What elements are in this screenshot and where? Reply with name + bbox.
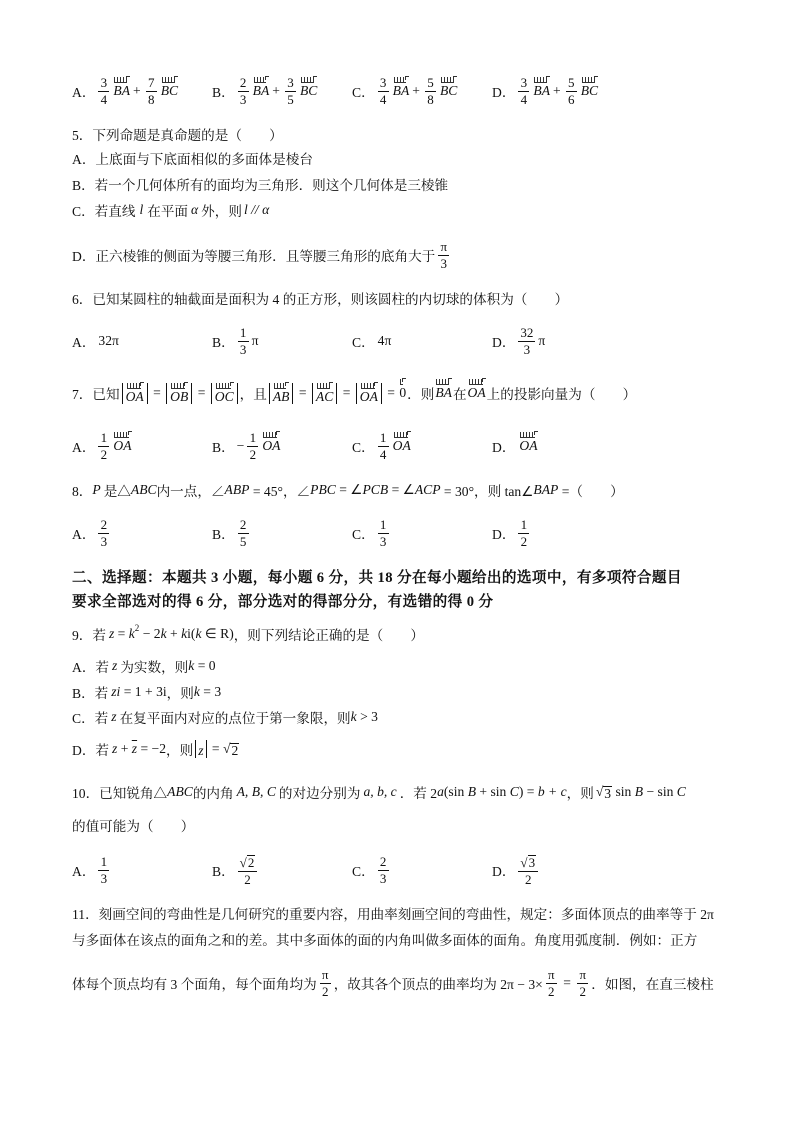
math-var: zi (111, 684, 121, 699)
q9-option-d (72, 735, 239, 763)
numerator (238, 855, 258, 872)
math-var: k (350, 709, 357, 724)
denominator: 6 (567, 91, 575, 107)
math-text: − sin (643, 784, 677, 799)
fraction (378, 74, 389, 107)
q4-options-row (0, 76, 794, 106)
question-text: ，则下列结论正确的是（ ） (233, 628, 425, 643)
question-text: 内一点，∠ (156, 484, 225, 499)
vector-oa: OA (113, 438, 132, 453)
question-text: ，则 (566, 786, 594, 801)
question-text: ，故其各个顶点的曲率均为 2π − 3× (333, 977, 543, 992)
math-var: BAP (533, 482, 559, 497)
q7-options-row (0, 431, 794, 461)
numerator (518, 855, 538, 872)
question-text: ．则 (407, 387, 435, 402)
math-var: PCB (362, 482, 389, 497)
question-text: = 45°，∠ (249, 484, 311, 499)
math-var: C (676, 784, 686, 799)
q10-options-row (0, 855, 794, 885)
option-text: B．若 (72, 686, 109, 701)
section-heading-line: 要求全部选对的得 6 分，部分选对的得部分分，有选错的得 0 分 (72, 593, 494, 610)
q9-option-b (72, 678, 221, 706)
question-text: = ∠ (335, 482, 363, 497)
vector-ba: BA (113, 83, 131, 98)
denominator: 4 (520, 91, 528, 107)
denominator: 2 (524, 871, 532, 887)
section-heading-line: 二、选择题：本题共 3 小题，每小题 6 分，共 18 分在每小题给出的选项中，有多项符合题目 (72, 569, 682, 586)
abs-value (166, 383, 192, 404)
q6-option-c (352, 326, 391, 356)
question-text: 6．已知某圆柱的轴截面是面积为 4 的正方形，则该圆柱的内切球的体积为（ ） (72, 292, 569, 307)
q6-option-b (212, 326, 259, 356)
fraction (98, 516, 109, 549)
option-text: A．上底面与下底面相似的多面体是棱台 (72, 152, 313, 167)
q5-option-a (72, 144, 313, 172)
math-var: l (139, 202, 144, 217)
math-var: B (467, 784, 476, 799)
fraction (238, 516, 249, 549)
radicand: 2 (247, 854, 255, 870)
abs-value (122, 383, 148, 404)
q7-option-d (492, 431, 539, 461)
option-label: A． (72, 335, 96, 350)
fraction (378, 516, 389, 549)
question-text: 与多面体在该点的面角之和的差。其中多面体的面的内角叫做多面体的面角。角度用弧度制．例如：正方 (72, 933, 698, 948)
math-text: sin (612, 784, 635, 799)
question-text: 9．若 (72, 628, 106, 643)
question-text: 是△ (103, 484, 131, 499)
math-var: k (188, 658, 195, 673)
denominator: 2 (249, 446, 257, 462)
fraction (425, 74, 436, 107)
fraction (438, 238, 449, 271)
option-text: D．正六棱锥的侧面为等腰三角形．且等腰三角形的底角大于 (72, 249, 436, 264)
fraction (378, 853, 389, 886)
q10-option-b (212, 855, 260, 885)
math-text: = 0 (194, 658, 216, 673)
math-var: B (634, 784, 644, 799)
option-label: D． (492, 440, 516, 455)
plus-sign: + (553, 83, 561, 98)
question-text: =（ ） (558, 484, 624, 499)
q6-options-row (0, 326, 794, 356)
option-label: A． (72, 527, 96, 542)
vector-ob: OB (170, 388, 189, 404)
numerator: π (438, 241, 449, 256)
q11-line2 (72, 925, 697, 953)
vector-oa: OA (392, 438, 411, 453)
question-text: 体每个顶点均有 3 个面角，每个面角均为 (72, 977, 317, 992)
math-var: ABC (167, 784, 193, 799)
option-label: C． (352, 85, 375, 100)
option-label: C． (352, 864, 375, 879)
fraction (320, 966, 331, 999)
q8-options-row (0, 518, 794, 548)
question-text: 11．刻画空间的弯曲性是几何研究的重要内容，用曲率刻画空间的弯曲性，规定：多面体顶点的曲率等于 2π (72, 907, 714, 922)
square-root (223, 741, 239, 757)
plus-sign: + (133, 83, 141, 98)
q5-option-c (72, 196, 269, 224)
fraction (518, 324, 535, 357)
numerator: 2 (238, 77, 249, 92)
denominator: 3 (239, 91, 247, 107)
section-heading (72, 586, 493, 614)
square-root (240, 855, 256, 869)
abs-value (356, 383, 382, 404)
question-text: 的值可能为（ ） (72, 819, 195, 834)
option-text: 外，则 (201, 204, 242, 219)
math-text: + sin (476, 784, 510, 799)
fraction (546, 966, 557, 999)
plus-sign: + (412, 83, 420, 98)
fraction (518, 516, 529, 549)
fraction (238, 855, 258, 886)
q10-option-d (492, 855, 541, 885)
q7-option-c (352, 431, 412, 461)
equals-sign: = (559, 975, 575, 990)
option-value: 4π (377, 333, 392, 348)
denominator: 2 (548, 983, 555, 999)
math-text: ∈ R) (201, 626, 234, 641)
question-text: 在 (452, 387, 467, 402)
math-var: b + c (537, 784, 567, 799)
q4-option-c (352, 76, 458, 106)
question-text: = 30°，则 tan∠ (440, 484, 534, 499)
numerator: 1 (518, 519, 529, 534)
option-label: C． (352, 527, 375, 542)
numerator: 7 (146, 77, 157, 92)
option-text: 在平面 (147, 204, 189, 219)
question-text: 10．已知锐角△ (72, 786, 168, 801)
q9-option-a (72, 652, 216, 680)
q7-option-b (212, 431, 281, 461)
option-label: B． (212, 864, 235, 879)
equals-sign: = (339, 385, 354, 400)
numerator: 1 (98, 856, 109, 871)
equals-sign: = (194, 385, 209, 400)
numerator: π (546, 969, 557, 984)
plus-sign: + (272, 83, 280, 98)
q8-option-d (492, 518, 532, 548)
vector-ba: BA (533, 83, 551, 98)
minus-sign: − (236, 438, 245, 453)
vector-ba: BA (392, 83, 410, 98)
fraction (518, 74, 529, 107)
denominator: 3 (440, 255, 448, 271)
math-text: = −2 (137, 741, 167, 756)
math-text: + (166, 626, 182, 641)
vector-oc: OC (214, 388, 234, 404)
option-value: 32π (98, 333, 119, 348)
radicand: 2 (231, 743, 239, 758)
equals-sign: = (114, 626, 129, 641)
fraction (146, 74, 157, 107)
denominator: 8 (427, 91, 434, 107)
option-label: D． (492, 527, 516, 542)
q6-option-d (492, 326, 545, 356)
vector-oa: OA (519, 438, 538, 453)
q11-line1 (72, 899, 714, 927)
numerator: 2 (378, 856, 389, 871)
option-text: C．若 (72, 711, 109, 726)
question-text: 5．下列命题是真命题的是（ ） (72, 128, 283, 143)
fraction (518, 855, 538, 886)
question-text: ，且 (239, 387, 267, 402)
numerator: 2 (238, 519, 249, 534)
numerator: 1 (238, 327, 249, 342)
denominator: 3 (239, 341, 247, 357)
option-label: D． (492, 85, 516, 100)
denominator: 2 (321, 983, 329, 999)
denominator: 2 (520, 533, 528, 549)
abs-value (269, 383, 294, 404)
vector-oa: OA (467, 385, 486, 400)
fraction (285, 74, 296, 107)
q9-stem (72, 620, 424, 648)
math-var: a, b, c (363, 784, 397, 799)
denominator: 2 (579, 983, 587, 999)
numerator: π (577, 969, 588, 984)
math-text: > 3 (356, 709, 378, 724)
abs-value (211, 383, 238, 404)
option-label: B． (212, 527, 235, 542)
radicand: 3 (604, 786, 612, 801)
math-text: = 3 (199, 684, 222, 699)
math-var: l (243, 202, 248, 217)
option-text: ，则 (166, 743, 194, 758)
denominator: 2 (244, 871, 251, 887)
math-var: z (112, 741, 118, 756)
option-label: A． (72, 440, 96, 455)
denominator: 4 (379, 446, 387, 462)
fraction (238, 74, 249, 107)
question-text: = ∠ (388, 482, 415, 497)
q7-option-a (72, 431, 133, 461)
math-var: A, B, C (236, 784, 276, 799)
denominator: 3 (379, 533, 387, 549)
numerator: 5 (566, 77, 577, 92)
q9-option-c (72, 703, 378, 731)
denominator: 3 (523, 341, 531, 357)
math-text: i( (187, 626, 196, 641)
numerator: 1 (98, 432, 109, 447)
vector-oa: OA (359, 388, 378, 404)
math-var: k (160, 626, 167, 641)
conjugate-z: $\overline{z}$ (131, 741, 138, 756)
option-label: C． (352, 440, 375, 455)
math-text: (sin (443, 784, 468, 799)
pi-symbol: π (251, 333, 259, 348)
math-var: C (509, 784, 519, 799)
option-text: 在复平面内对应的点位于第一象限，则 (119, 711, 351, 726)
math-var: z (108, 626, 115, 641)
q10-stem-line2 (72, 811, 194, 839)
math-var: z (111, 709, 117, 724)
radical-sign: √ (520, 854, 528, 870)
math-var: k (193, 684, 200, 699)
option-text: D．若 (72, 743, 110, 758)
q11-line3 (72, 966, 714, 999)
q5-option-d (72, 238, 452, 271)
denominator: 3 (379, 870, 387, 886)
q5-option-b (72, 170, 448, 198)
radicand: 3 (528, 854, 536, 870)
option-label: B． (212, 335, 235, 350)
fraction (378, 429, 389, 462)
numerator: 32 (520, 324, 534, 340)
vector-bc: BC (439, 83, 458, 98)
math-text: = 1 + 3i (120, 684, 167, 699)
zero-vector: 0 (399, 385, 407, 400)
option-label: D． (492, 335, 516, 350)
numerator: 1 (378, 432, 389, 447)
math-var: z (112, 658, 118, 673)
vector-ba: BA (252, 83, 270, 98)
vector-ac: AC (315, 388, 334, 404)
numerator: 1 (378, 519, 389, 534)
fraction (566, 74, 577, 107)
question-text: 8． (72, 484, 93, 499)
question-text: 的内角 (192, 786, 234, 801)
radical-sign: √ (222, 741, 231, 756)
math-var: k (128, 626, 135, 641)
numerator: 3 (518, 77, 529, 92)
radical-sign: √ (595, 784, 604, 799)
equals-sign: = (383, 385, 399, 400)
fraction (98, 853, 109, 886)
square-root (596, 784, 612, 800)
abs-value (312, 383, 337, 404)
vector-oa: OA (262, 438, 281, 453)
q6-option-a (72, 326, 119, 356)
q10-option-c (352, 855, 392, 885)
q6-stem (72, 284, 568, 312)
fraction (98, 429, 109, 462)
fraction (577, 966, 588, 999)
math-var: k (181, 626, 188, 641)
vector-bc: BC (299, 83, 318, 98)
math-var: k (195, 626, 202, 641)
exponent: 2 (134, 623, 140, 633)
radical-sign: √ (239, 854, 247, 870)
q10-stem-line1 (72, 778, 686, 806)
numerator: 5 (425, 77, 436, 92)
math-var: z (198, 743, 204, 758)
equals-sign: = (208, 741, 223, 756)
math-var: α (191, 202, 199, 217)
denominator: 3 (100, 533, 108, 549)
q8-option-a (72, 518, 112, 548)
math-text: + (117, 741, 132, 756)
option-label: B． (212, 85, 235, 100)
math-var: ABP (224, 482, 250, 497)
q7-stem (72, 379, 636, 407)
denominator: 2 (100, 446, 108, 462)
denominator: 4 (100, 91, 108, 107)
math-var: PBC (310, 482, 336, 497)
numerator: π (320, 969, 331, 984)
question-text: ．如图，在直三棱柱 (591, 977, 714, 992)
option-label: A． (72, 864, 96, 879)
math-var: P (92, 482, 101, 497)
question-text: 的对边分别为 (278, 786, 361, 801)
math-text: ) = (518, 784, 538, 799)
vector-ab: AB (272, 388, 290, 404)
option-text: B．若一个几何体所有的面均为三角形．则这个几何体是三棱锥 (72, 178, 449, 193)
question-text: 上的投影向量为（ ） (486, 387, 637, 402)
q4-option-a (72, 76, 179, 106)
numerator: 3 (98, 77, 109, 92)
vector-bc: BC (160, 83, 179, 98)
pi-symbol: π (538, 333, 546, 348)
numerator: 3 (378, 77, 389, 92)
denominator: 4 (379, 91, 387, 107)
numerator: 3 (285, 77, 296, 92)
equals-sign: = (295, 385, 310, 400)
math-var: a (437, 784, 444, 799)
option-label: B． (212, 440, 235, 455)
fraction (238, 324, 249, 357)
abs-value (195, 740, 206, 758)
option-label: C． (352, 335, 375, 350)
option-text: ，则 (166, 686, 194, 701)
fraction (247, 429, 258, 462)
square-root (520, 855, 536, 869)
numerator: 2 (98, 519, 109, 534)
question-text: ．若 2 (399, 786, 438, 801)
q8-option-c (352, 518, 392, 548)
parallel-symbol: // (247, 202, 263, 217)
denominator: 8 (147, 91, 155, 107)
denominator: 3 (100, 870, 108, 886)
numerator: 1 (247, 432, 258, 447)
math-var: ACP (414, 482, 441, 497)
option-text: 为实数，则 (120, 660, 189, 675)
q8-option-b (212, 518, 252, 548)
math-text: − 2 (139, 626, 161, 641)
vector-bc: BC (580, 83, 599, 98)
option-text: A．若 (72, 660, 110, 675)
q4-option-d (492, 76, 599, 106)
q8-stem (72, 476, 624, 504)
denominator: 5 (287, 91, 294, 107)
equals-sign: = (149, 385, 165, 400)
vector-ba: BA (435, 385, 452, 400)
option-text: C．若直线 (72, 204, 136, 219)
question-text: 7．已知 (72, 387, 120, 402)
math-var: ABC (130, 482, 157, 497)
q4-option-b (212, 76, 318, 106)
option-label: A． (72, 85, 96, 100)
q10-option-a (72, 855, 112, 885)
math-var: α (262, 202, 270, 217)
fraction (98, 74, 109, 107)
option-label: D． (492, 864, 516, 879)
vector-oa: OA (125, 388, 144, 404)
denominator: 5 (239, 533, 247, 549)
